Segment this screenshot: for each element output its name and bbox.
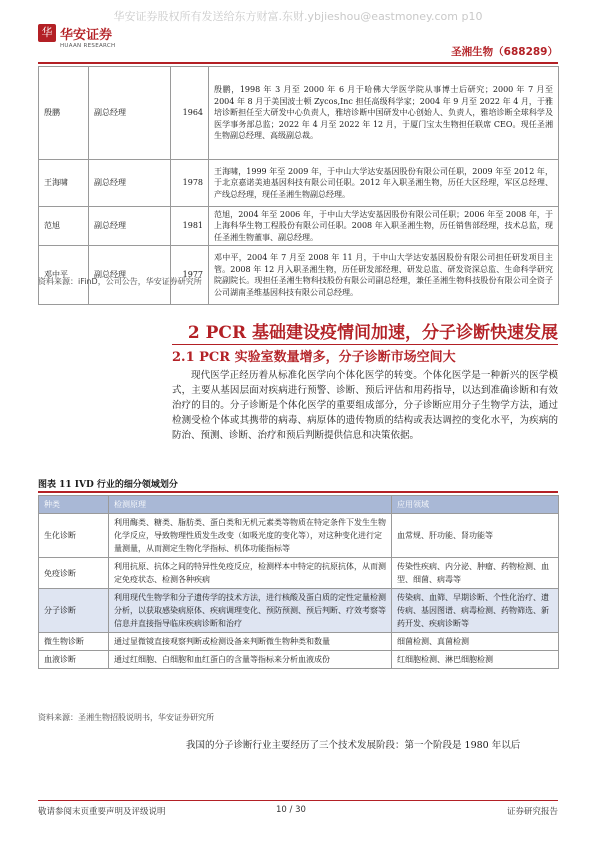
bio-cell: 范旭，2004 年至 2006 年，于中山大学达安基因股份有限公司任职；2006 年至 2008 年，于上海科华生物工程股份有限公司任职。2008 年入职圣湘生物，历任销售部经理，技术总监，现任圣湘生物董事、副总经理。 xyxy=(209,207,559,246)
management-table xyxy=(38,66,559,305)
application-cell: 细菌检测、真菌检测 xyxy=(392,633,559,651)
footer-divider xyxy=(38,800,558,801)
type-cell: 分子诊断 xyxy=(39,589,109,633)
bio-cell: 王海啸，1999 年至 2009 年，于中山大学达安基因股份有限公司任职，2009 年至 2012 年，于北京嘉诺美迪基因科技有限公司任职。2012 年入职圣湘生物，历任大区经理，军区总经理、产线总经理，现任圣湘生物副总经理。 xyxy=(209,160,559,207)
title-cell: 副总经理 xyxy=(89,207,171,246)
application-cell: 红细胞检测、淋巴细胞检测 xyxy=(392,651,559,669)
application-cell: 血常规、肝功能、肾功能等 xyxy=(392,514,559,558)
principle-cell: 通过红细胞、白细胞和血红蛋白的含量等指标来分析血液成份 xyxy=(109,651,392,669)
table-row xyxy=(39,558,559,589)
brand-logo xyxy=(38,24,128,54)
company-title: 圣湘生物（688289） xyxy=(451,46,558,58)
figure-source-note: 资料来源：圣湘生物招股说明书，华安证券研究所 xyxy=(38,713,214,722)
logo-icon: 华 xyxy=(38,24,56,42)
logo-text: 华安证券 xyxy=(60,28,113,43)
column-header-application: 应用领域 xyxy=(392,496,559,514)
name-cell: 邓中平 xyxy=(39,246,89,305)
logo-subtitle: HUAAN RESEARCH xyxy=(60,43,116,49)
name-cell: 范旭 xyxy=(39,207,89,246)
year-cell: 1964 xyxy=(171,67,209,160)
section-heading-underline xyxy=(172,344,558,345)
type-cell: 微生物诊断 xyxy=(39,633,109,651)
application-cell: 传染病、血筛、早期诊断、个性化治疗、遗传病、基因图谱、病毒检测、药物筛选、新药开发、疾病诊断等 xyxy=(392,589,559,633)
footer-report-type: 证券研究报告 xyxy=(506,807,558,817)
year-cell: 1978 xyxy=(171,160,209,207)
principle-cell: 通过显微镜直接观察判断或检测设备来判断微生物种类和数量 xyxy=(109,633,392,651)
year-cell: 1981 xyxy=(171,207,209,246)
table-header-row xyxy=(39,496,559,514)
bio-cell: 邓中平，2004 年 7 月至 2008 年 11 月，于中山大学达安基因股份有限公司担任研发项目主管。2008 年 12 月入职圣湘生物，历任研发部经理、研发总监、研发资深总监、生命科学研究院副院长。现担任圣湘生物科技股份有限公司副总经理，兼任圣湘生物科技股份有限公司全资子公司湖南圣维基因科技有限公司总经理。 xyxy=(209,246,559,305)
table-source-note: 资料来源：iFinD，公司公告，华安证券研究所 xyxy=(38,277,202,286)
table-row xyxy=(39,207,559,246)
type-cell: 生化诊断 xyxy=(39,514,109,558)
column-header-principle: 检测原理 xyxy=(109,496,392,514)
title-cell: 副总经理 xyxy=(89,160,171,207)
watermark: 华安证券股权所有发送给东方财富.东财.ybjieshou@eastmoney.com p10 xyxy=(113,10,483,23)
type-cell: 免疫诊断 xyxy=(39,558,109,589)
page-number: 10 / 30 xyxy=(276,805,306,815)
subsection-heading: 2.1 PCR 实验室数量增多，分子诊断市场空间大 xyxy=(172,350,456,365)
title-cell: 副总经理 xyxy=(89,67,171,160)
principle-cell: 利用抗原、抗体之间的特异性免疫反应，检测样本中特定的抗原抗体，从而测定免疫状态、检测各种疾病 xyxy=(109,558,392,589)
bio-cell: 殷鹏，1998 年 3 月至 2000 年 6 月于哈佛大学医学院从事博士后研究；2000 年 7 月至 2004 年 8 月于美国波士顿 Zycos,Inc 担任高级科学家；2004 年 9 月至 2022 年 4 月，于雅培诊断担任至大研发中心负责人，雅培诊断中国研发中心创始人、负责人，雅培诊断全球科学及医学事务部总监；2022 年 4 月至 2022 年 12 月，于厦门宝太生物担任联席 CEO。现任圣湘生物副总经理、高级副总裁。 xyxy=(209,67,559,160)
header-divider xyxy=(38,62,558,64)
table-row xyxy=(39,651,559,669)
title-cell: 副总经理 xyxy=(89,246,171,305)
principle-cell: 利用现代生物学和分子遗传学的技术方法，进行核酸及蛋白质的定性定量检测分析，以获取感染病原体、疾病调理变化、预防预测、预后判断、疗效考察等信息并直接指导临床疾病诊断和治疗 xyxy=(109,589,392,633)
table-row xyxy=(39,633,559,651)
figure-title: 图表 11 IVD 行业的细分领域划分 xyxy=(38,480,178,490)
year-cell: 1977 xyxy=(171,246,209,305)
name-cell: 殷鹏 xyxy=(39,67,89,160)
table-row xyxy=(39,160,559,207)
column-header-type: 种类 xyxy=(39,496,109,514)
name-cell: 王海啸 xyxy=(39,160,89,207)
table-row xyxy=(39,589,559,633)
closing-paragraph: 我国的分子诊断行业主要经历了三个技术发展阶段：第一个阶段是 1980 年以后 xyxy=(186,740,521,751)
table-row xyxy=(39,246,559,305)
body-paragraph: 现代医学正经历着从标准化医学向个体化医学的转变。个体化医学是一种新兴的医学模式，主要从基因层面对疾病进行预警、诊断、预后评估和用药指导，以达到准确诊断和有效治疗的目的。分子诊断是个体化医学的重要组成部分，分子诊断应用分子生物学方法，通过检测受检个体或其携带的病毒、病原体的遗传物质的结构或表达调控的变化水平，为疾病的防治、预测、诊断、治疗和预后判断提供信息和决策依据。 xyxy=(172,370,558,441)
table-row xyxy=(39,67,559,160)
ivd-segments-table xyxy=(38,495,559,669)
figure-title-rule xyxy=(38,491,558,493)
section-heading: 2 PCR 基础建设疫情间加速，分子诊断快速发展 xyxy=(187,323,558,343)
footer-disclaimer: 敬请参阅末页重要声明及评级说明 xyxy=(38,807,166,817)
principle-cell: 利用酶类、糖类、脂肪类、蛋白类和无机元素类等物质在特定条件下发生生物化学反应，导致物理性质发生改变（如吸光度的变化等），对这种变化进行定量测量，从而测定生物化学指标、机体功能指标等 xyxy=(109,514,392,558)
table-row xyxy=(39,514,559,558)
type-cell: 血液诊断 xyxy=(39,651,109,669)
application-cell: 传染性疾病、内分泌、肿瘤、药物检测、血型、细菌、病毒等 xyxy=(392,558,559,589)
